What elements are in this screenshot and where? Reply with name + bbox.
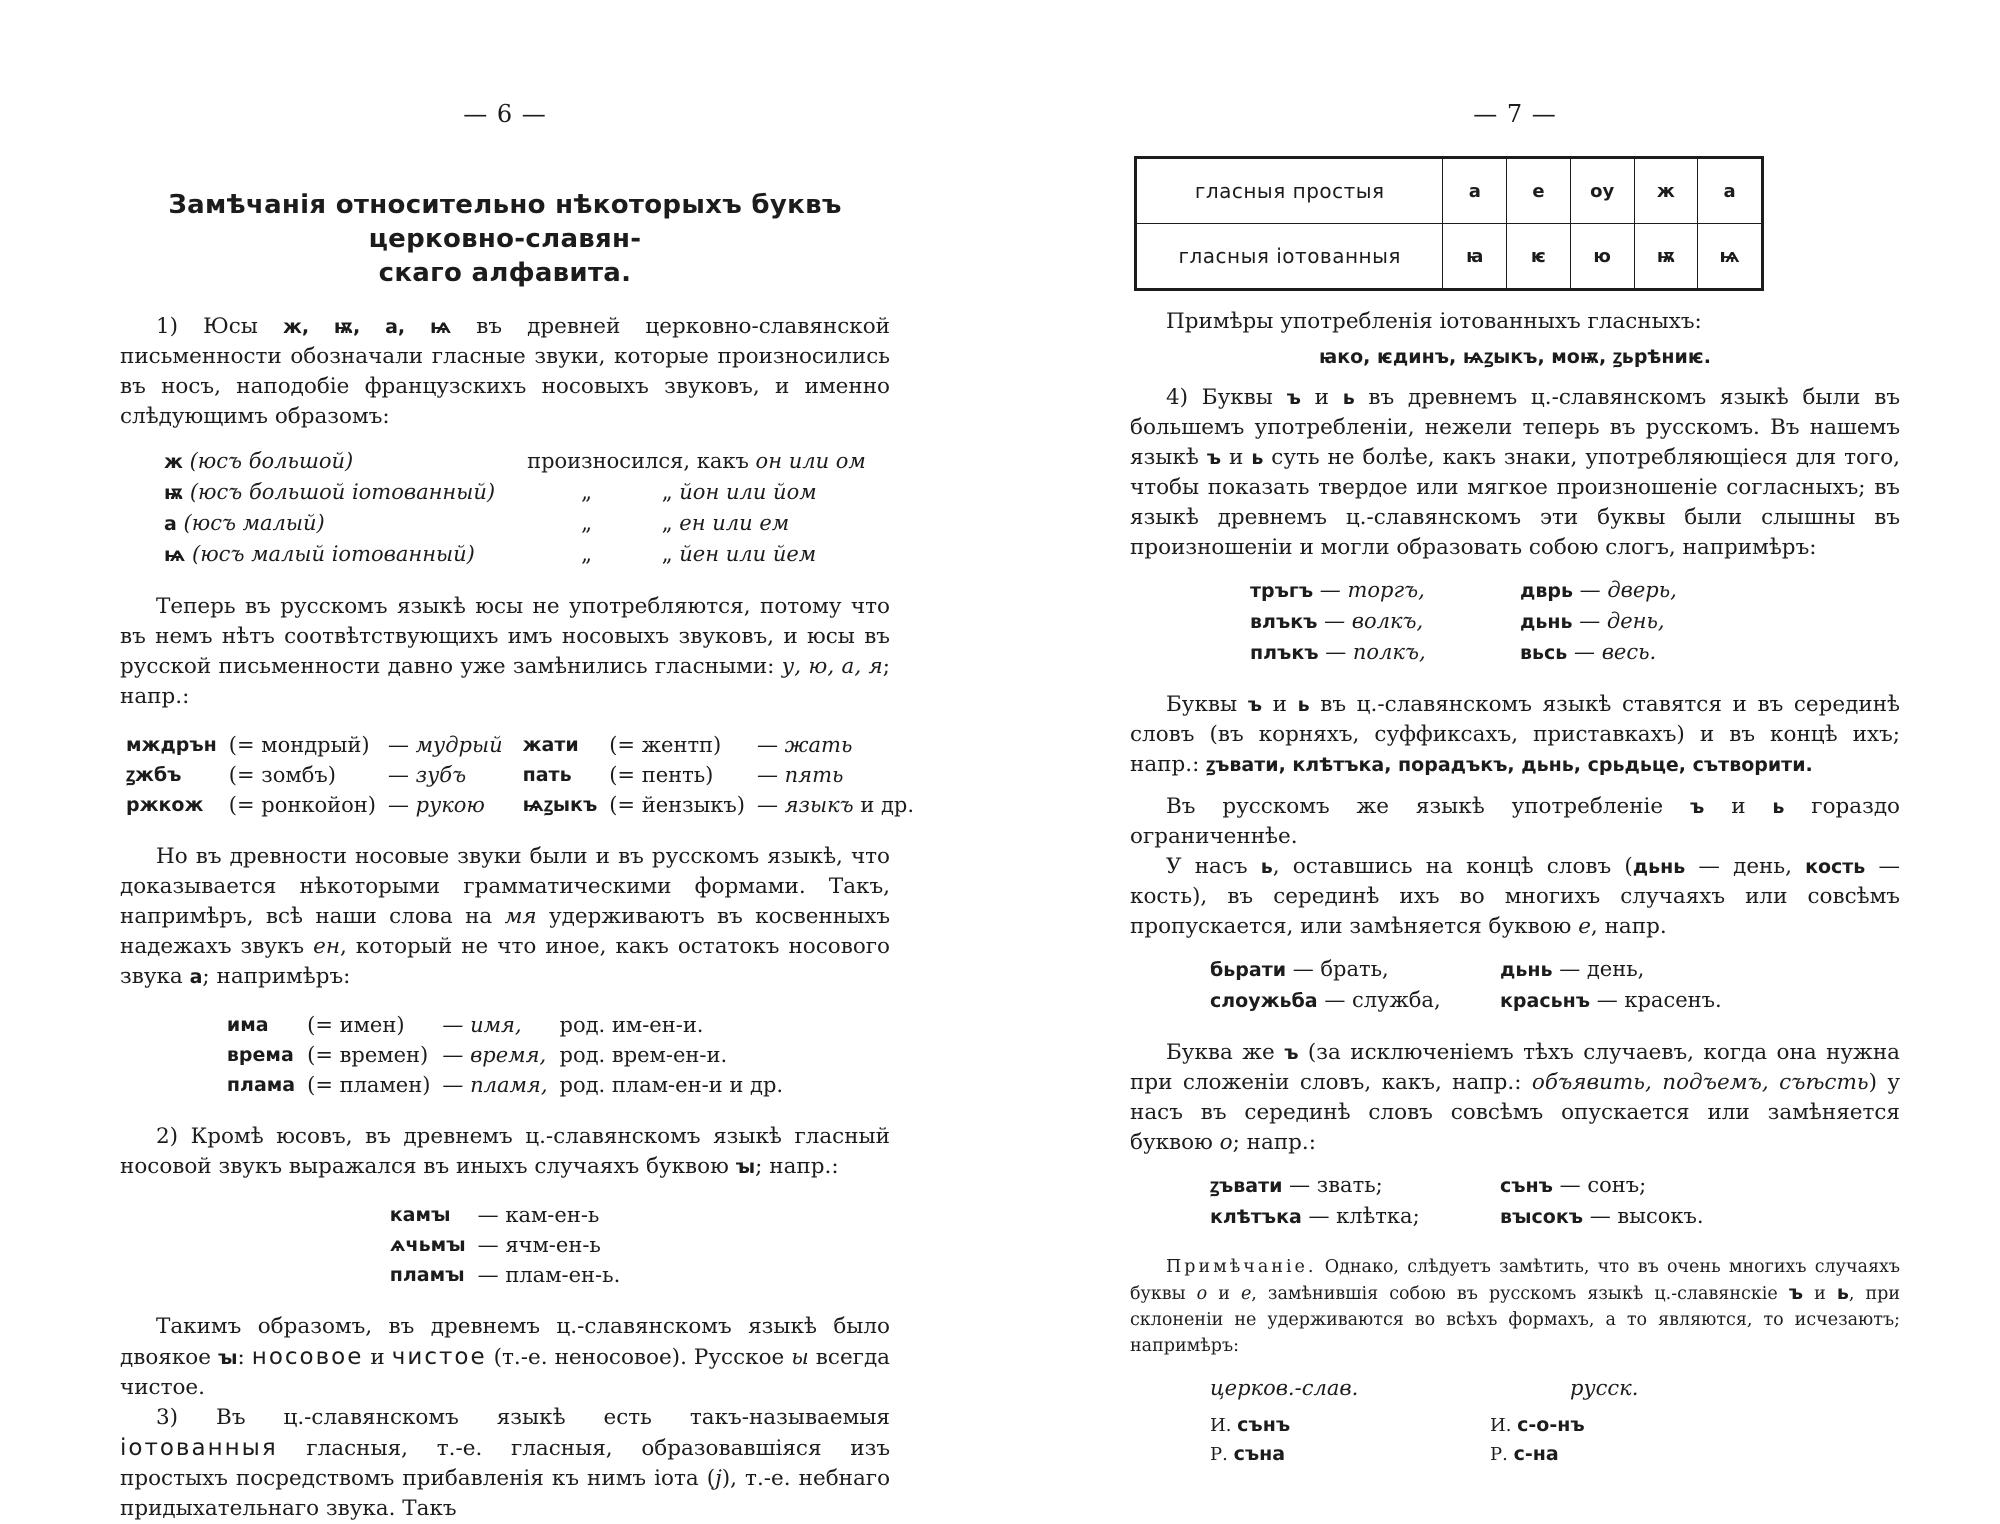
examples-nasal (120, 1010, 890, 1100)
right-page (1130, 0, 1901, 1465)
example-row: има (= имен) — имя, род. им-ен-и. (226, 1013, 704, 1037)
example-row: ѧчьмꙑ — ячм-ен-ь (389, 1233, 601, 1257)
vowel-row-simple: гласныя простыя а е оу ж а (1136, 158, 1763, 224)
paragraph-soft-sign: У насъ ь, оставшись на концѣ словъ (дьнь — день, кость — кость), въ серединѣ ихъ во многихъ случаяхъ или совсѣмъ пропускается, или замѣняется буквою е, напр. (1130, 854, 1900, 939)
paragraph-yus: 1) Юсы ж, ѭ, а, ѩ въ древней церковно-славянской письменности обозначали гласные звуки, которые произносились въ носъ, наподобіе французскихъ носовыхъ звуковъ, и именно слѣдующимъ образомъ: (120, 314, 890, 429)
paragraph-russian-yers: Въ русскомъ же языкѣ употребленіе ъ и ь гораздо ограниченнѣе. (1130, 794, 1900, 849)
declension-item: Р. съна (1210, 1443, 1286, 1465)
examples-hard-sign (1210, 1170, 1770, 1232)
paragraph-yery: 2) Кромѣ юсовъ, въ древнемъ ц.-славянскомъ языкѣ гласный носовой звукъ выражался въ иныхъ случаяхъ буквою ꙑ; напр.: (120, 1124, 890, 1179)
example-row: пламꙑ — плам-ен-ь. (389, 1263, 621, 1287)
example-row: ꙁжбъ (= зомбъ) — зубъ пать (= пенть) — пять (126, 763, 844, 787)
paragraph-modern: Теперь въ русскомъ языкѣ юсы не употребляются, потому что въ немъ нѣтъ соотвѣтствующихъ имъ носовыхъ звуковъ, и юсы въ русской письменности давно уже замѣнились гласными: у, ю, а, я; напр.: (120, 594, 890, 709)
example-row: врема (= времен) — время, род. врем-ен-и. (226, 1043, 728, 1067)
example-item: ꙁъвати — звать; (1210, 1173, 1383, 1197)
left-content (120, 188, 915, 1524)
example-row: пламa (= пламен) — пламя, род. плам-ен-и и др. (226, 1073, 784, 1097)
yus-row: ѩ (юсъ малый іотованный) „ „ йен или йем (164, 542, 817, 566)
paragraph-nasal-history: Но въ древности носовые звуки были и въ русскомъ языкѣ, что доказывается нѣкоторыми грамматическими формами. Такъ, напримѣръ, всѣ наши слова на мя удерживаютъ въ косвенныхъ надежахъ звукъ ен, который не что иное, какъ остатокъ носового звука а; напримѣръ: (120, 844, 890, 989)
paragraph-iotated-examples: Примѣры употребленія іотованныхъ гласныхъ: (1166, 309, 1702, 334)
iotated-examples: ꙗко, ѥдинъ, ѩꙁыкъ, моѭ, ꙁьрѣниѥ. (1318, 346, 1712, 368)
paragraph-yers-middle: Буквы ъ и ь въ ц.-славянскомъ языкѣ ставятся и въ серединѣ словъ (въ корняхъ, суффиксахъ, приставкахъ) и въ концѣ ихъ; напр.: ꙁъвати, клѣтъка, порадъкъ, дьнь, срьдьце, сътворити. (1130, 692, 1901, 777)
paragraph-two-yery: Такимъ образомъ, въ древнемъ ц.-славянскомъ языкѣ было двоякое ꙑ: носовое и чистое (т.-е. неносовое). Русское ы всегда чистое. (120, 1314, 890, 1400)
declension-item: Р. с-на (1490, 1443, 1559, 1465)
left-page (120, 0, 915, 1521)
yus-row: ѭ (юсъ большой іотованный) „ „ йон или йом (164, 480, 817, 504)
footnote: Примѣчаніе. Однако, слѣдуетъ замѣтить, что въ очень многихъ случаяхъ буквы о и е, замѣнившія собою въ русскомъ языкѣ ц.-славянскіе ъ и ь, при склоненіи не удерживаются во всѣхъ формахъ, а то являются, то исчезаютъ; напримѣръ: (1130, 1257, 1900, 1356)
page-number: — 6 — (463, 100, 547, 128)
page-number: — 7 — (1473, 100, 1557, 128)
examples-yers (1250, 575, 1770, 668)
example-item: бьрати — брать, (1210, 957, 1389, 981)
declension-heads: церков.-слав. русск. (1210, 1376, 1639, 1400)
example-item: дврь — дверь, (1520, 578, 1677, 602)
examples-soft-sign (1210, 954, 1770, 1016)
example-item: клѣтъка — клѣтка; (1210, 1204, 1420, 1228)
example-item: сънъ — сонъ; (1500, 1173, 1647, 1197)
section-title: Замѣчанія относительно нѣкоторыхъ буквъ церковно-славян- скаго алфавита. (168, 190, 842, 288)
examples-yus (120, 730, 920, 820)
example-item: вꙑсокъ — высокъ. (1500, 1204, 1704, 1228)
vowel-row-iotated: гласныя іотованныя ꙗ ѥ ю ѭ ѩ (1136, 224, 1763, 290)
example-item: вьсь — весь. (1520, 640, 1657, 664)
example-item: влъкъ — волкъ, (1250, 609, 1424, 633)
example-item: слоужьба — служба, (1210, 988, 1441, 1012)
paragraph-hard-sign: Буква же ъ (за исключеніемъ тѣхъ случаевъ, когда она нужна при сложеніи словъ, какъ, напр.: объявить, подъемъ, съѣсть) у насъ въ серединѣ словъ совсѣмъ опускается или замѣняется буквою о; напр.: (1130, 1040, 1901, 1155)
paragraph-iotated: 3) Въ ц.-славянскомъ языкѣ есть такъ-называемыя іотованныя гласныя, т.-е. гласныя, образовавшіяся изъ простыхъ посредствомъ прибавленія къ нимъ іота (j), т.-е. небнаго придыхательнаго звука. Такъ (120, 1405, 891, 1521)
yus-row: а (юсъ малый) „ „ ен или ем (164, 511, 790, 535)
example-item: дьнь — день, (1500, 957, 1645, 981)
paragraph-yers: 4) Буквы ъ и ь въ древнемъ ц.-славянскомъ языкѣ были въ большемъ употребленіи, нежели теперь въ русскомъ. Въ нашемъ языкѣ ъ и ь суть не болѣе, какъ знаки, употребляющіеся для того, чтобы показать твердое или мягкое произношеніе согласныхъ; въ языкѣ древнемъ ц.-славянскомъ эти буквы были слышны въ произношеніи и могли образовать собою слогъ, напримѣръ: (1130, 385, 1900, 560)
example-item: тръгъ — торгъ, (1250, 578, 1425, 602)
example-item: дьнь — день, (1520, 609, 1665, 633)
yus-row: ж (юсъ большой) произносился, какъ он или ом (164, 449, 866, 473)
example-row: мждрън (= мондрый) — мудрый жати (= жентп) — жать (126, 733, 853, 757)
declension-item: И. с-о-нъ (1490, 1414, 1585, 1436)
declension-table (1210, 1411, 1750, 1469)
examples-yery (120, 1200, 890, 1290)
declension-item: И. сънъ (1210, 1414, 1291, 1436)
yus-table (158, 446, 872, 570)
vowel-table (1134, 156, 1764, 291)
example-row: ржкож (= ронкойон) — рукою ѩꙁыкъ (= йензыкъ) — языкъ и др. (126, 793, 915, 817)
right-content (1130, 156, 1900, 1469)
example-item: красьнъ — красенъ. (1500, 988, 1722, 1012)
example-item: плъкъ — полкъ, (1250, 640, 1426, 664)
example-row: камꙑ — кам-ен-ь (389, 1203, 600, 1227)
